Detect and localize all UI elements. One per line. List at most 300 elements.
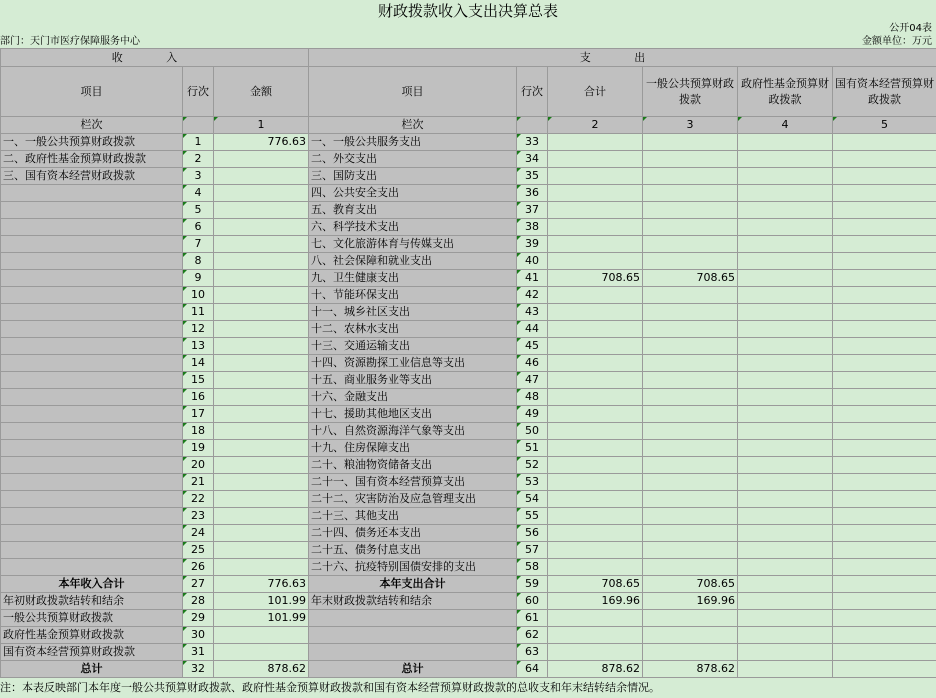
lanci-empty [183, 117, 214, 134]
income-amount [214, 627, 309, 644]
expense-general [643, 644, 738, 661]
expense-item: 二十一、国有资本经营预算支出 [309, 474, 517, 491]
income-row-no: 31 [183, 644, 214, 661]
expense-general [643, 508, 738, 525]
expense-row-no: 48 [517, 389, 548, 406]
expense-row-no: 37 [517, 202, 548, 219]
expense-general: 169.96 [643, 593, 738, 610]
expense-row-no: 42 [517, 287, 548, 304]
expense-state [833, 423, 936, 440]
expense-general [643, 610, 738, 627]
expense-fund [738, 270, 833, 287]
expense-general [643, 151, 738, 168]
income-amount: 776.63 [214, 576, 309, 593]
income-item: 政府性基金预算财政拨款 [1, 627, 183, 644]
table-row [1, 219, 936, 236]
expense-fund [738, 576, 833, 593]
income-item [1, 542, 183, 559]
expense-item: 十七、援助其他地区支出 [309, 406, 517, 423]
expense-state [833, 185, 936, 202]
expense-state [833, 644, 936, 661]
expense-fund [738, 151, 833, 168]
income-amount [214, 440, 309, 457]
income-amount [214, 525, 309, 542]
income-item [1, 457, 183, 474]
expense-state [833, 338, 936, 355]
income-row-no: 26 [183, 559, 214, 576]
income-item [1, 440, 183, 457]
expense-state [833, 236, 936, 253]
expense-general: 878.62 [643, 661, 738, 678]
income-amount [214, 491, 309, 508]
expense-row-no: 50 [517, 423, 548, 440]
expense-item: 二十三、其他支出 [309, 508, 517, 525]
lanci-col-1: 1 [214, 117, 309, 134]
table-row [1, 270, 936, 287]
income-item [1, 559, 183, 576]
expense-item: 二十二、灾害防治及应急管理支出 [309, 491, 517, 508]
expense-state [833, 355, 936, 372]
expense-item: 五、教育支出 [309, 202, 517, 219]
expense-row-no: 44 [517, 321, 548, 338]
income-amount [214, 304, 309, 321]
table-row [1, 525, 936, 542]
table-row [1, 576, 936, 593]
expense-fund [738, 423, 833, 440]
income-amount [214, 151, 309, 168]
expense-item: 二十五、债务付息支出 [309, 542, 517, 559]
table-row [1, 321, 936, 338]
expense-fund [738, 644, 833, 661]
expense-row-no: 34 [517, 151, 548, 168]
expense-item: 十、节能环保支出 [309, 287, 517, 304]
expense-fund [738, 542, 833, 559]
expense-row-no: 54 [517, 491, 548, 508]
expense-general [643, 287, 738, 304]
expense-row-no: 57 [517, 542, 548, 559]
income-row-no: 19 [183, 440, 214, 457]
income-amount [214, 457, 309, 474]
expense-row-no: 45 [517, 338, 548, 355]
expense-row-no: 63 [517, 644, 548, 661]
income-item [1, 389, 183, 406]
income-row-no: 12 [183, 321, 214, 338]
income-item [1, 338, 183, 355]
expense-item: 十二、农林水支出 [309, 321, 517, 338]
expense-general [643, 219, 738, 236]
expense-item: 十六、金融支出 [309, 389, 517, 406]
expense-state [833, 270, 936, 287]
expense-total [548, 372, 643, 389]
expense-item: 年末财政拨款结转和结余 [309, 593, 517, 610]
form-number: 公开04表 [889, 23, 932, 34]
expense-state [833, 559, 936, 576]
expense-row-no: 58 [517, 559, 548, 576]
expense-fund [738, 185, 833, 202]
income-item [1, 406, 183, 423]
expense-fund [738, 372, 833, 389]
expense-state [833, 287, 936, 304]
lanci-row [1, 117, 936, 134]
income-amount [214, 389, 309, 406]
expense-row-no: 40 [517, 253, 548, 270]
table-row [1, 287, 936, 304]
income-row-no: 24 [183, 525, 214, 542]
column-header-row [1, 67, 936, 117]
expense-total [548, 355, 643, 372]
expense-row-no: 38 [517, 219, 548, 236]
income-amount [214, 168, 309, 185]
expense-general [643, 440, 738, 457]
lanci-label-left: 栏次 [1, 117, 183, 134]
expense-row-no: 36 [517, 185, 548, 202]
expense-fund [738, 219, 833, 236]
income-item [1, 321, 183, 338]
table-row [1, 423, 936, 440]
expense-fund [738, 508, 833, 525]
header-rowno-right: 行次 [517, 67, 548, 117]
expense-row-no: 33 [517, 134, 548, 151]
expense-fund [738, 389, 833, 406]
expense-general [643, 202, 738, 219]
table-row [1, 202, 936, 219]
expense-total [548, 491, 643, 508]
expense-total [548, 287, 643, 304]
table-row [1, 542, 936, 559]
expense-general [643, 627, 738, 644]
expense-total [548, 525, 643, 542]
expense-state [833, 253, 936, 270]
income-amount [214, 542, 309, 559]
expense-item: 十四、资源勘探工业信息等支出 [309, 355, 517, 372]
income-row-no: 2 [183, 151, 214, 168]
income-item [1, 474, 183, 491]
expense-general [643, 491, 738, 508]
income-amount [214, 202, 309, 219]
expense-row-no: 41 [517, 270, 548, 287]
expense-total [548, 644, 643, 661]
expense-fund [738, 661, 833, 678]
income-amount [214, 219, 309, 236]
expense-item: 二十六、抗疫特别国债安排的支出 [309, 559, 517, 576]
expense-state [833, 372, 936, 389]
income-row-no: 15 [183, 372, 214, 389]
income-item: 二、政府性基金预算财政拨款 [1, 151, 183, 168]
expense-total [548, 151, 643, 168]
expense-row-no: 55 [517, 508, 548, 525]
income-amount [214, 321, 309, 338]
section-expense: 支 出 [309, 49, 936, 67]
expense-fund [738, 134, 833, 151]
income-amount [214, 287, 309, 304]
expense-item: 十三、交通运输支出 [309, 338, 517, 355]
expense-state [833, 321, 936, 338]
expense-state [833, 440, 936, 457]
expense-state [833, 202, 936, 219]
expense-general [643, 474, 738, 491]
expense-item: 一、一般公共服务支出 [309, 134, 517, 151]
expense-row-no: 62 [517, 627, 548, 644]
footnote: 注：本表反映部门本年度一般公共预算财政拨款、政府性基金预算财政拨款和国有资本经营预算财政拨款的总收支和年末结转结余情况。 [0, 681, 660, 694]
lanci-col-3: 3 [643, 117, 738, 134]
section-income: 收 入 [1, 49, 309, 67]
expense-state [833, 151, 936, 168]
income-item [1, 185, 183, 202]
expense-fund [738, 321, 833, 338]
expense-fund [738, 593, 833, 610]
expense-state [833, 627, 936, 644]
expense-fund [738, 304, 833, 321]
income-row-no: 4 [183, 185, 214, 202]
income-row-no: 8 [183, 253, 214, 270]
header-general: 一般公共预算财政拨款 [643, 67, 738, 117]
expense-row-no: 35 [517, 168, 548, 185]
income-row-no: 13 [183, 338, 214, 355]
income-row-no: 5 [183, 202, 214, 219]
income-row-no: 10 [183, 287, 214, 304]
expense-total [548, 406, 643, 423]
expense-general: 708.65 [643, 576, 738, 593]
table-row [1, 644, 936, 661]
expense-state [833, 508, 936, 525]
lanci-label-right: 栏次 [309, 117, 517, 134]
income-amount [214, 372, 309, 389]
expense-state [833, 457, 936, 474]
expense-state [833, 525, 936, 542]
header-fund: 政府性基金预算财政拨款 [738, 67, 833, 117]
income-item: 总计 [1, 661, 183, 678]
expense-item [309, 627, 517, 644]
table-row [1, 440, 936, 457]
expense-item: 二十、粮油物资储备支出 [309, 457, 517, 474]
expense-state [833, 168, 936, 185]
expense-total [548, 253, 643, 270]
expense-total [548, 610, 643, 627]
income-item [1, 491, 183, 508]
expense-total [548, 508, 643, 525]
income-row-no: 16 [183, 389, 214, 406]
expense-total [548, 542, 643, 559]
income-item [1, 423, 183, 440]
income-amount [214, 236, 309, 253]
income-item: 三、国有资本经营财政拨款 [1, 168, 183, 185]
income-amount [214, 338, 309, 355]
expense-general [643, 304, 738, 321]
income-amount: 101.99 [214, 593, 309, 610]
expense-item: 十九、住房保障支出 [309, 440, 517, 457]
income-amount [214, 474, 309, 491]
income-item [1, 219, 183, 236]
expense-item: 二十四、债务还本支出 [309, 525, 517, 542]
income-item [1, 202, 183, 219]
income-row-no: 11 [183, 304, 214, 321]
income-row-no: 25 [183, 542, 214, 559]
income-row-no: 3 [183, 168, 214, 185]
expense-total [548, 219, 643, 236]
expense-fund [738, 168, 833, 185]
income-row-no: 22 [183, 491, 214, 508]
income-row-no: 23 [183, 508, 214, 525]
expense-row-no: 60 [517, 593, 548, 610]
expense-state [833, 474, 936, 491]
header-total: 合计 [548, 67, 643, 117]
expense-state [833, 610, 936, 627]
expense-fund [738, 236, 833, 253]
expense-fund [738, 457, 833, 474]
expense-fund [738, 338, 833, 355]
expense-total [548, 423, 643, 440]
expense-row-no: 56 [517, 525, 548, 542]
department-label: 部门：天门市医疗保障服务中心 [0, 36, 140, 47]
expense-item [309, 644, 517, 661]
expense-fund [738, 627, 833, 644]
expense-fund [738, 202, 833, 219]
income-amount [214, 270, 309, 287]
lanci-empty [517, 117, 548, 134]
expense-total [548, 185, 643, 202]
expense-fund [738, 440, 833, 457]
table-row [1, 168, 936, 185]
income-amount [214, 508, 309, 525]
income-row-no: 27 [183, 576, 214, 593]
income-item [1, 372, 183, 389]
expense-item: 六、科学技术支出 [309, 219, 517, 236]
table-row [1, 610, 936, 627]
expense-item: 十八、自然资源海洋气象等支出 [309, 423, 517, 440]
expense-fund [738, 525, 833, 542]
expense-general [643, 253, 738, 270]
expense-state [833, 134, 936, 151]
expense-general [643, 321, 738, 338]
table-row [1, 236, 936, 253]
table-row [1, 304, 936, 321]
income-row-no: 18 [183, 423, 214, 440]
expense-row-no: 59 [517, 576, 548, 593]
expense-general [643, 457, 738, 474]
income-item: 一般公共预算财政拨款 [1, 610, 183, 627]
expense-general [643, 423, 738, 440]
income-item [1, 287, 183, 304]
income-row-no: 7 [183, 236, 214, 253]
header-item-right: 项目 [309, 67, 517, 117]
expense-row-no: 64 [517, 661, 548, 678]
header-state: 国有资本经营预算财政拨款 [833, 67, 936, 117]
income-row-no: 20 [183, 457, 214, 474]
income-row-no: 30 [183, 627, 214, 644]
expense-item: 七、文化旅游体育与传媒支出 [309, 236, 517, 253]
table-row [1, 508, 936, 525]
section-header-row [1, 49, 936, 67]
expense-general [643, 372, 738, 389]
income-row-no: 6 [183, 219, 214, 236]
expense-general [643, 355, 738, 372]
income-amount [214, 423, 309, 440]
income-row-no: 17 [183, 406, 214, 423]
expense-total: 169.96 [548, 593, 643, 610]
expense-total [548, 474, 643, 491]
table-row [1, 338, 936, 355]
expense-state [833, 389, 936, 406]
header-rowno-left: 行次 [183, 67, 214, 117]
income-row-no: 32 [183, 661, 214, 678]
income-amount: 101.99 [214, 610, 309, 627]
header-item-left: 项目 [1, 67, 183, 117]
header-amount: 金额 [214, 67, 309, 117]
table-row [1, 253, 936, 270]
expense-row-no: 52 [517, 457, 548, 474]
expense-item: 十五、商业服务业等支出 [309, 372, 517, 389]
expense-state [833, 661, 936, 678]
expense-total [548, 236, 643, 253]
lanci-col-4: 4 [738, 117, 833, 134]
income-amount [214, 559, 309, 576]
income-row-no: 14 [183, 355, 214, 372]
expense-general [643, 236, 738, 253]
expense-general [643, 525, 738, 542]
expense-fund [738, 474, 833, 491]
income-amount [214, 406, 309, 423]
table-row [1, 355, 936, 372]
income-row-no: 9 [183, 270, 214, 287]
income-amount [214, 185, 309, 202]
expense-state [833, 593, 936, 610]
expense-fund [738, 610, 833, 627]
expense-total [548, 457, 643, 474]
income-amount: 776.63 [214, 134, 309, 151]
expense-state [833, 491, 936, 508]
table-row [1, 457, 936, 474]
expense-general [643, 389, 738, 406]
expense-general [643, 338, 738, 355]
expense-row-no: 39 [517, 236, 548, 253]
expense-general [643, 559, 738, 576]
expense-item: 二、外交支出 [309, 151, 517, 168]
expense-item: 四、公共安全支出 [309, 185, 517, 202]
expense-item: 九、卫生健康支出 [309, 270, 517, 287]
expense-total [548, 304, 643, 321]
expense-row-no: 61 [517, 610, 548, 627]
expense-total [548, 134, 643, 151]
income-amount: 878.62 [214, 661, 309, 678]
expense-general [643, 134, 738, 151]
income-item [1, 304, 183, 321]
income-amount [214, 644, 309, 661]
expense-total: 708.65 [548, 270, 643, 287]
table-row [1, 406, 936, 423]
expense-row-no: 46 [517, 355, 548, 372]
expense-total [548, 321, 643, 338]
expense-total: 878.62 [548, 661, 643, 678]
income-item: 年初财政拨款结转和结余 [1, 593, 183, 610]
expense-general: 708.65 [643, 270, 738, 287]
income-item [1, 525, 183, 542]
unit-label: 金额单位：万元 [862, 36, 932, 47]
table-row [1, 661, 936, 678]
lanci-col-5: 5 [833, 117, 936, 134]
income-item [1, 508, 183, 525]
income-amount [214, 355, 309, 372]
page-title: 财政拨款收入支出决算总表 [0, 0, 936, 22]
table-row [1, 491, 936, 508]
budget-table [0, 48, 936, 678]
expense-total [548, 168, 643, 185]
income-row-no: 1 [183, 134, 214, 151]
expense-state [833, 542, 936, 559]
income-item: 国有资本经营预算财政拨款 [1, 644, 183, 661]
expense-state [833, 576, 936, 593]
expense-general [643, 185, 738, 202]
expense-item: 三、国防支出 [309, 168, 517, 185]
